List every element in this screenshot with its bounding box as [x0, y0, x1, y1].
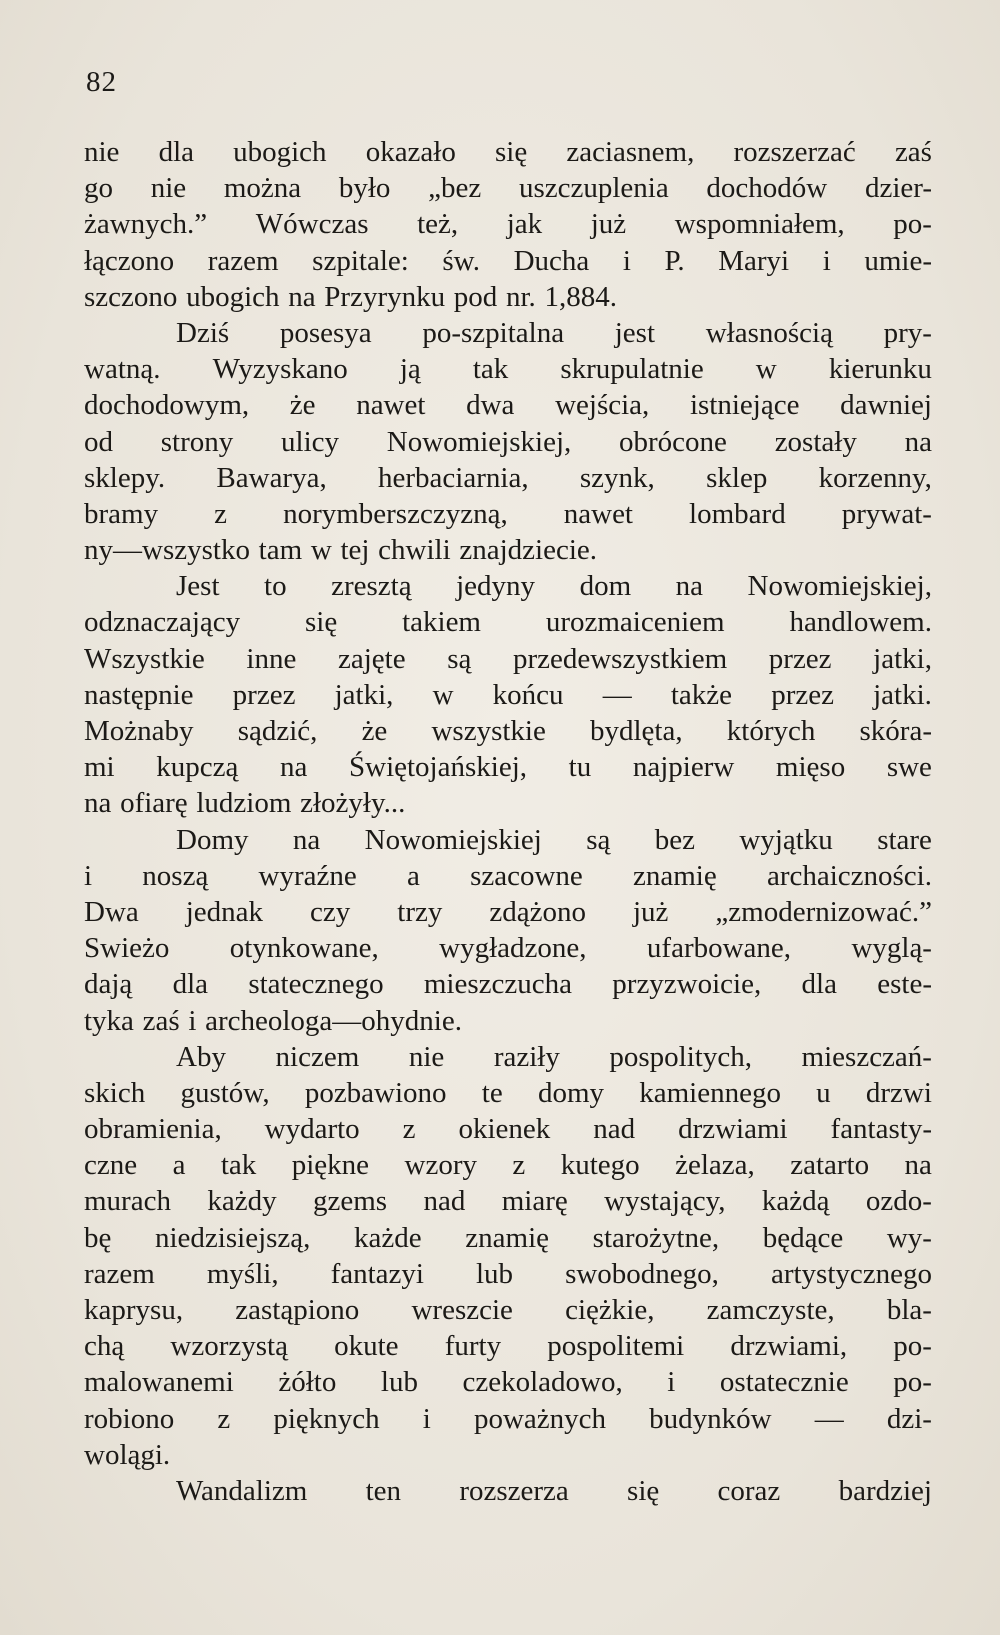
word: rozszerza — [459, 1474, 569, 1507]
text-line — [84, 966, 932, 1002]
word: pozbawiono — [304, 1076, 447, 1109]
word: nawet — [563, 497, 633, 530]
text-line — [84, 387, 932, 423]
word: — — [602, 678, 632, 711]
text-line — [84, 1003, 932, 1039]
word: kaprysu, — [84, 1294, 184, 1326]
word: este- — [877, 968, 932, 1001]
word: końcu — [492, 678, 564, 711]
word: po-szpitalna — [422, 316, 565, 349]
word: kutego — [560, 1149, 640, 1182]
word: też, — [417, 208, 459, 241]
word: ulicy — [281, 425, 340, 458]
word: żawnych.” — [84, 208, 208, 241]
word: nad — [423, 1185, 466, 1218]
word: drzwiami — [678, 1113, 788, 1146]
word: chą — [84, 1330, 125, 1363]
word: kupczą — [156, 751, 239, 784]
word: zdążono — [489, 895, 586, 928]
word: św. — [442, 244, 480, 277]
word: niedzisiejszą, — [155, 1221, 311, 1254]
text-line — [84, 460, 932, 496]
word: Wówczas — [255, 208, 369, 241]
word: bramy — [84, 497, 159, 530]
word: dwa — [466, 389, 515, 422]
word: na — [904, 425, 932, 458]
word: będące — [762, 1221, 844, 1254]
word: kamiennego — [639, 1076, 781, 1109]
word: w — [755, 353, 777, 386]
word: strony — [160, 425, 234, 458]
word: wygładzone, — [439, 932, 587, 965]
word: mi — [84, 751, 115, 784]
word: swe — [886, 751, 932, 784]
word: Dwa — [84, 895, 139, 928]
text-line — [84, 785, 932, 821]
word: archaiczności. — [766, 859, 932, 892]
word: w — [310, 534, 332, 567]
word: ofiarę — [120, 787, 188, 820]
word: bydlęta, — [590, 715, 683, 747]
word: zatarto — [790, 1149, 870, 1182]
word: jak — [506, 208, 543, 241]
word: wzory — [404, 1149, 477, 1182]
word: Maryi — [718, 244, 790, 277]
word: jatki, — [334, 678, 394, 711]
word: i — [667, 1366, 676, 1399]
word: urozmaiceniem — [545, 606, 725, 639]
word: wydarto — [264, 1113, 360, 1146]
word: mięso — [775, 751, 846, 784]
word: drzwi — [865, 1076, 932, 1109]
word: i — [822, 244, 831, 277]
text-line — [84, 532, 932, 568]
word: Wszystkie — [84, 642, 205, 675]
word: że — [361, 715, 388, 747]
word: watną. — [84, 353, 161, 386]
word: ubogich — [186, 280, 280, 313]
word: myśli, — [206, 1257, 279, 1290]
word: Nowomiejskiej, — [386, 425, 572, 458]
word: tak — [472, 353, 509, 386]
word: wszystkie — [431, 715, 546, 747]
text-line — [84, 894, 932, 930]
word: pry- — [883, 316, 932, 349]
word: furty — [444, 1330, 502, 1363]
word: bez — [654, 823, 695, 856]
word: się — [305, 606, 338, 639]
word: herbaciarnia, — [378, 461, 529, 494]
word: prywat- — [841, 497, 932, 530]
word: sądzić, — [237, 715, 318, 747]
word: bla- — [886, 1294, 932, 1326]
word: a — [172, 1149, 186, 1182]
word: zaś — [142, 1004, 180, 1037]
word: okienek — [458, 1113, 551, 1146]
word: sklep — [706, 461, 768, 494]
word: nie — [84, 136, 120, 168]
word: znamię — [633, 859, 717, 892]
word: złożyły... — [300, 787, 406, 820]
word: norymberszczyzną, — [283, 497, 508, 530]
word: artystycznego — [770, 1257, 932, 1290]
word: mieszczucha — [423, 968, 572, 1001]
word: łączono — [84, 244, 175, 277]
word: te — [481, 1076, 503, 1109]
word: „bez — [428, 172, 482, 205]
word: najpierw — [632, 751, 735, 784]
word: ostatecznie — [719, 1366, 849, 1399]
text-line — [84, 1292, 932, 1328]
word: przyzwoicie, — [612, 968, 762, 1001]
text-line — [84, 1111, 932, 1147]
page-number: 82 — [86, 66, 117, 98]
word: korzenny, — [818, 461, 932, 494]
text-line — [84, 1147, 932, 1183]
word: których — [726, 715, 816, 747]
word: takiem — [402, 606, 481, 639]
word: mieszczań- — [801, 1040, 932, 1073]
word: dzier- — [864, 172, 932, 205]
word: następnie — [84, 678, 194, 711]
word: piękne — [291, 1149, 370, 1182]
word: Nowomiejskiej, — [747, 570, 932, 603]
word: przez — [771, 678, 834, 711]
word: na — [288, 280, 316, 313]
word: u — [816, 1076, 831, 1109]
word: nr. — [505, 280, 536, 313]
text-line — [84, 1220, 932, 1256]
text-line — [84, 822, 932, 858]
word: to — [264, 570, 287, 603]
word: od — [84, 425, 113, 458]
word: handlowem. — [789, 606, 932, 639]
word: szczono — [84, 280, 178, 313]
word: Przyrynku — [324, 280, 446, 313]
word: raziły — [493, 1040, 560, 1073]
word: tak — [220, 1149, 257, 1182]
word: pospolitych, — [609, 1040, 752, 1073]
word: chwili — [378, 534, 451, 567]
word: każdy — [207, 1185, 277, 1218]
word: odznaczający — [84, 606, 241, 639]
word: wyglą- — [851, 932, 932, 965]
text-line — [84, 1328, 932, 1364]
word: Ducha — [513, 244, 590, 277]
word: z — [512, 1149, 526, 1182]
word: są — [586, 823, 611, 856]
text-line — [84, 1364, 932, 1400]
word: gzems — [313, 1185, 388, 1218]
word: z — [402, 1113, 416, 1146]
word: w — [432, 678, 454, 711]
word: lub — [380, 1366, 418, 1399]
word: nie — [150, 172, 187, 205]
word: coraz — [717, 1474, 781, 1507]
word: niczem — [275, 1040, 360, 1073]
word: Aby — [176, 1040, 226, 1073]
word: zastąpiono — [235, 1294, 360, 1326]
word: czekoladowo, — [462, 1366, 623, 1399]
text-line — [84, 1473, 932, 1509]
word: po- — [893, 1366, 932, 1399]
text-line — [84, 206, 932, 242]
text-line — [84, 279, 932, 315]
word: przez — [768, 642, 832, 675]
word: na — [280, 751, 308, 784]
word: obrócone — [619, 425, 727, 458]
word: Możnaby — [84, 715, 194, 747]
word: dzi- — [886, 1402, 932, 1435]
word: dla — [172, 968, 209, 1001]
word: wyraźne — [258, 859, 357, 892]
word: na — [675, 570, 704, 603]
word: na — [292, 823, 321, 856]
word: nawet — [356, 389, 426, 422]
word: szacowne — [470, 859, 583, 892]
word: z — [214, 497, 228, 530]
word: żółto — [278, 1366, 337, 1399]
text-line — [84, 243, 932, 279]
word: jest — [614, 316, 656, 349]
word: i — [422, 1402, 431, 1435]
word: archeologa—ohydnie. — [205, 1004, 462, 1037]
word: stare — [877, 823, 932, 856]
word: ludziom — [196, 787, 292, 820]
word: zamczyste, — [706, 1294, 835, 1326]
word: zostały — [774, 425, 857, 458]
word: także — [670, 678, 733, 711]
text-line — [84, 134, 932, 170]
word: go — [84, 172, 113, 205]
text-line — [84, 604, 932, 640]
text-line — [84, 1256, 932, 1292]
word: można — [223, 172, 302, 205]
word: się — [627, 1474, 660, 1507]
word: okute — [334, 1330, 399, 1363]
word: a — [406, 859, 420, 892]
word: każde — [354, 1221, 422, 1254]
word: poważnych — [473, 1402, 607, 1435]
word: Wyzyskano — [212, 353, 348, 386]
word: swobodnego, — [565, 1257, 719, 1290]
word: tu — [568, 751, 592, 784]
word: lombard — [689, 497, 786, 530]
word: ubogich — [233, 136, 327, 168]
word: skich — [84, 1076, 146, 1109]
word: skrupulatnie — [560, 353, 704, 386]
word: bardziej — [838, 1474, 932, 1507]
word: już — [632, 895, 669, 928]
word: skóra- — [859, 715, 932, 747]
body-text — [84, 134, 932, 1509]
word: dochodów — [706, 172, 828, 205]
word: domy — [537, 1076, 604, 1109]
text-line — [84, 424, 932, 460]
word: ciężkie, — [565, 1294, 655, 1326]
word: Świętojańskiej, — [349, 751, 528, 784]
word: noszą — [142, 859, 209, 892]
word: pięknych — [273, 1402, 380, 1435]
word: sklepy. — [84, 461, 166, 494]
word: malowanemi — [84, 1366, 234, 1399]
word: ufarbowane, — [646, 932, 792, 965]
word: jednak — [185, 895, 264, 928]
word: razem — [207, 244, 279, 277]
text-line — [84, 1437, 932, 1473]
word: nie — [408, 1040, 445, 1073]
word: — — [814, 1402, 844, 1435]
word: trzy — [397, 895, 443, 928]
text-line — [84, 568, 932, 604]
word: wystający, — [604, 1185, 726, 1218]
word: i — [84, 859, 93, 892]
word: po- — [893, 208, 932, 241]
word: wejścia, — [555, 389, 650, 422]
word: czy — [310, 895, 351, 928]
word: dla — [158, 136, 194, 168]
word: wspomniałem, — [674, 208, 845, 241]
word: 1,884. — [544, 280, 617, 313]
word: robiono — [84, 1402, 175, 1435]
text-line — [84, 170, 932, 206]
word: obramienia, — [84, 1113, 222, 1146]
word: zresztą — [331, 570, 412, 603]
word: Nowomiejskiej — [364, 823, 542, 856]
word: rozszerzać — [733, 136, 856, 168]
text-line — [84, 749, 932, 785]
word: szpitale: — [312, 244, 409, 277]
text-line — [84, 930, 932, 966]
word: Swieżo — [84, 932, 170, 965]
word: znajdziecie. — [459, 534, 597, 567]
word: tyka — [84, 1004, 134, 1037]
text-line — [84, 496, 932, 532]
word: przedewszystkiem — [512, 642, 728, 675]
text-line — [84, 351, 932, 387]
word: ny—wszystko — [84, 534, 250, 567]
text-line — [84, 1075, 932, 1111]
word: „zmodernizować.” — [715, 895, 932, 928]
word: nad — [593, 1113, 636, 1146]
word: wzorzystą — [170, 1330, 288, 1363]
word: Dziś — [176, 316, 230, 349]
word: żelaza, — [675, 1149, 755, 1182]
word: otynkowane, — [229, 932, 379, 965]
word: starożytne, — [592, 1221, 720, 1254]
word: fantasty- — [830, 1113, 932, 1146]
word: ozdo- — [865, 1185, 932, 1218]
text-line — [84, 1039, 932, 1075]
word: fantazyi — [330, 1257, 424, 1290]
text-line — [84, 641, 932, 677]
word: przez — [232, 678, 296, 711]
word: Wandalizm — [176, 1474, 308, 1507]
word: jatki, — [873, 642, 932, 675]
word: zaciasnem, — [566, 136, 695, 168]
word: kierunku — [828, 353, 932, 386]
word: na — [84, 787, 112, 820]
word: Bawarya, — [216, 461, 327, 494]
word: dom — [579, 570, 632, 603]
word: tam — [258, 534, 303, 567]
word: posesya — [279, 316, 372, 349]
word: własnością — [705, 316, 833, 349]
word: zaś — [894, 136, 932, 168]
word: wreszcie — [411, 1294, 513, 1326]
word: każdą — [761, 1185, 830, 1218]
word: gustów, — [180, 1076, 270, 1109]
word: wolągi. — [84, 1438, 171, 1471]
word: pod — [453, 280, 498, 313]
word: zajęte — [337, 642, 406, 675]
text-line — [84, 315, 932, 351]
word: lub — [476, 1257, 514, 1290]
word: na — [904, 1149, 932, 1182]
text-line — [84, 858, 932, 894]
word: statecznego — [248, 968, 384, 1001]
text-line — [84, 677, 932, 713]
word: dają — [84, 968, 133, 1001]
word: bę — [84, 1221, 112, 1254]
word: P. — [664, 244, 685, 277]
word: ją — [399, 353, 421, 386]
word: znamię — [465, 1221, 550, 1254]
word: tej — [340, 534, 370, 567]
word: drzwiami, — [730, 1330, 848, 1363]
word: i — [188, 1004, 197, 1037]
word: dla — [801, 968, 837, 1001]
word: są — [447, 642, 472, 675]
word: już — [590, 208, 627, 241]
word: murach — [84, 1185, 171, 1218]
word: inne — [246, 642, 297, 675]
text-line — [84, 1401, 932, 1437]
text-line — [84, 1183, 932, 1219]
word: ten — [365, 1474, 402, 1507]
word: okazało — [365, 136, 456, 168]
word: dochodowym, — [84, 389, 250, 422]
word: wyjątku — [739, 823, 833, 856]
word: szynk, — [579, 461, 655, 494]
word: miarę — [501, 1185, 568, 1218]
word: czne — [84, 1149, 138, 1182]
word: jatki. — [873, 678, 932, 711]
word: razem — [84, 1257, 155, 1290]
word: było — [338, 172, 391, 205]
word: wy- — [886, 1221, 932, 1254]
word: umie- — [864, 244, 932, 277]
word: dawniej — [840, 389, 932, 422]
word: uszczuplenia — [518, 172, 669, 205]
word: i — [622, 244, 631, 277]
word: Domy — [176, 823, 249, 856]
word: że — [289, 389, 316, 422]
word: jedyny — [456, 570, 536, 603]
word: się — [494, 136, 528, 168]
word: istniejące — [689, 389, 800, 422]
word: po- — [893, 1330, 932, 1363]
text-line — [84, 713, 932, 749]
word: pospolitemi — [547, 1330, 685, 1363]
word: Jest — [176, 570, 220, 603]
word: budynków — [649, 1402, 772, 1435]
word: z — [217, 1402, 231, 1435]
